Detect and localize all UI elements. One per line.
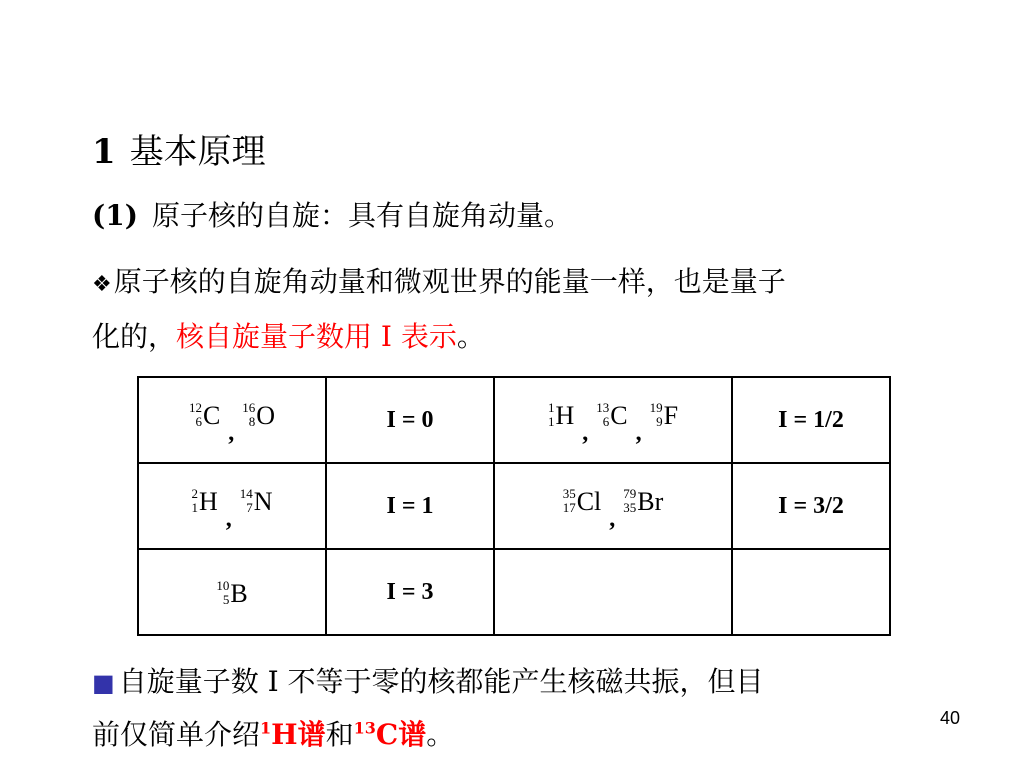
element-symbol: B bbox=[230, 579, 248, 608]
element-symbol: O bbox=[256, 401, 276, 430]
isotope-numbers bbox=[623, 487, 636, 515]
atomic-number: 9 bbox=[656, 414, 663, 429]
square-bullet-icon: ■ bbox=[92, 669, 115, 697]
section-number: 1 bbox=[92, 132, 116, 172]
separator: , bbox=[225, 506, 232, 532]
isotope-numbers bbox=[596, 401, 609, 429]
separator: , bbox=[228, 420, 235, 446]
paragraph-nmr-note bbox=[92, 656, 764, 761]
atomic-number: 1 bbox=[547, 414, 555, 429]
mass-number: 13 bbox=[596, 400, 610, 415]
nuclide bbox=[623, 487, 663, 517]
c-spectrum-text: C谱 bbox=[375, 718, 427, 751]
paragraph-line bbox=[92, 709, 764, 761]
isotope-numbers bbox=[563, 487, 576, 515]
atomic-number: 1 bbox=[191, 500, 198, 515]
nuclide-cell bbox=[494, 377, 732, 463]
paragraph-text: 自旋量子数 I 不等于零的核都能产生核磁共振，但目 bbox=[118, 665, 764, 698]
nuclide bbox=[548, 401, 574, 431]
mass-number: 1 bbox=[547, 400, 555, 415]
element-symbol: Cl bbox=[576, 487, 602, 516]
spin-value-cell: I = 3 bbox=[326, 549, 494, 635]
paragraph-text: 前仅简单介绍 bbox=[92, 718, 261, 751]
h-mass-number: 1 bbox=[260, 718, 272, 738]
spin-value-cell: I = 0 bbox=[326, 377, 494, 463]
nuclide-group bbox=[216, 579, 247, 609]
atomic-number: 35 bbox=[623, 500, 637, 515]
isotope-numbers bbox=[548, 401, 555, 429]
mass-number: 10 bbox=[216, 578, 230, 593]
table-row bbox=[138, 549, 890, 635]
element-symbol: Br bbox=[637, 487, 664, 516]
isotope-numbers bbox=[216, 579, 229, 607]
element-symbol: H bbox=[198, 487, 218, 516]
section-heading bbox=[92, 124, 266, 173]
mass-number: 79 bbox=[623, 486, 637, 501]
mass-number: 12 bbox=[188, 400, 202, 415]
nuclear-spin-table bbox=[137, 376, 891, 636]
nuclide bbox=[189, 401, 220, 431]
paragraph-line bbox=[92, 656, 764, 709]
atomic-number: 7 bbox=[246, 500, 253, 515]
page-number: 40 bbox=[939, 708, 960, 728]
element-symbol: H bbox=[555, 401, 575, 430]
table-row bbox=[138, 463, 890, 549]
nuclide-cell bbox=[494, 549, 732, 635]
nuclide-cell bbox=[138, 549, 326, 635]
nuclide-group bbox=[562, 486, 664, 532]
nuclide-cell bbox=[494, 463, 732, 549]
atomic-number: 17 bbox=[562, 500, 576, 515]
mass-number: 14 bbox=[239, 486, 253, 501]
element-symbol: N bbox=[253, 487, 273, 516]
separator: , bbox=[582, 420, 589, 446]
paragraph-line bbox=[92, 256, 786, 311]
diamond-bullet-icon: ❖ bbox=[92, 272, 112, 297]
paragraph-line bbox=[92, 311, 786, 363]
paragraph-text: 。 bbox=[456, 320, 485, 353]
h-spectrum-label bbox=[260, 718, 326, 751]
paragraph-text: 。 bbox=[426, 718, 455, 751]
nuclide bbox=[650, 401, 678, 431]
spin-value-cell bbox=[732, 549, 890, 635]
paragraph-text: 原子核的自旋角动量和微观世界的能量一样，也是量子 bbox=[113, 265, 786, 298]
spin-value-cell: I = 1 bbox=[326, 463, 494, 549]
table-row bbox=[138, 377, 890, 463]
subsection-number: (1) bbox=[92, 199, 138, 232]
nuclide-cell bbox=[138, 377, 326, 463]
atomic-number: 6 bbox=[195, 414, 202, 429]
element-symbol: F bbox=[663, 401, 679, 430]
element-symbol: C bbox=[610, 401, 628, 430]
mass-number: 35 bbox=[562, 486, 576, 501]
paragraph-spin-quantization bbox=[92, 256, 786, 363]
nuclide bbox=[242, 401, 275, 431]
isotope-numbers bbox=[189, 401, 202, 429]
isotope-numbers bbox=[240, 487, 253, 515]
nuclide bbox=[240, 487, 273, 517]
highlight-text: 核自旋量子数用 I 表示 bbox=[176, 320, 457, 353]
separator: , bbox=[609, 506, 616, 532]
nuclide bbox=[216, 579, 247, 609]
isotope-numbers bbox=[191, 487, 198, 515]
element-symbol: C bbox=[202, 401, 221, 430]
nuclide-group bbox=[191, 486, 273, 532]
mass-number: 16 bbox=[242, 400, 256, 415]
atomic-number: 5 bbox=[222, 592, 230, 607]
spin-value-cell: I = 1/2 bbox=[732, 377, 890, 463]
c-mass-number: 13 bbox=[353, 718, 376, 738]
mass-number: 2 bbox=[191, 486, 198, 501]
nuclide bbox=[596, 401, 627, 431]
nuclide bbox=[191, 487, 217, 517]
isotope-numbers bbox=[242, 401, 255, 429]
spin-value-cell: I = 3/2 bbox=[732, 463, 890, 549]
paragraph-text: 和 bbox=[325, 718, 354, 751]
nuclide bbox=[563, 487, 602, 517]
mass-number: 19 bbox=[649, 400, 663, 415]
c-spectrum-label bbox=[354, 718, 427, 751]
nuclide-group bbox=[547, 400, 679, 446]
nuclide-group bbox=[188, 400, 276, 446]
separator: , bbox=[635, 420, 642, 446]
section-title: 基本原理 bbox=[129, 132, 266, 172]
paragraph-text: 化的， bbox=[92, 320, 177, 353]
atomic-number: 6 bbox=[602, 414, 610, 429]
atomic-number: 8 bbox=[248, 414, 256, 429]
nuclide-cell bbox=[138, 463, 326, 549]
isotope-numbers bbox=[650, 401, 663, 429]
h-spectrum-text: H谱 bbox=[271, 718, 326, 751]
subsection-heading bbox=[92, 194, 572, 234]
subsection-text: 原子核的自旋：具有自旋角动量。 bbox=[151, 199, 572, 232]
